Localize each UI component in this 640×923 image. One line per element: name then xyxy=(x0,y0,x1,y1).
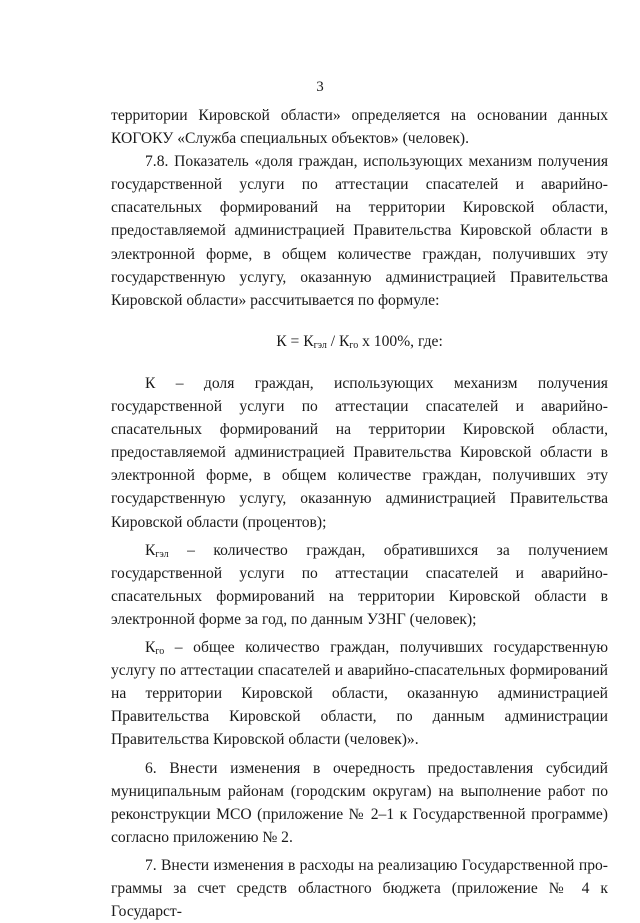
definition-k-gel-sub: гэл xyxy=(155,548,169,560)
formula-sub-gel: гэл xyxy=(313,340,327,351)
formula-mid: / К xyxy=(326,333,350,350)
formula-sub-go: го xyxy=(349,340,359,351)
definition-k-go xyxy=(111,636,608,751)
definition-k-gel-text: – количество граждан, обратившихся за получением государственной услуги по аттестации спасателей и аварийно-спасательных формирований на территории Кировской области в электронной форме за год, по данным УЗНГ (человек); xyxy=(111,541,608,628)
paragraph-item-7-8: 7.8. Показатель «доля граждан, использующих механизм получения государственной услуги по аттестации спасателей и аварийно-спасательных формирований на территории Кировской области, предоставляемой администрацией Правительства Кировской области в электронной форме, в общем количестве граждан, получивших эту государственную услугу, оказанную администрацией Правительства Кировской области» рассчитывается по формуле: xyxy=(111,153,608,309)
definition-k-go-sub: го xyxy=(155,646,165,658)
formula-rhs: х 100%, где: xyxy=(358,333,443,350)
paragraph-item-7: 7. Внести изменения в расходы на реализацию Государственной программы за счет средств областного бюджета (приложение № 4 к Государст- xyxy=(111,856,608,921)
definition-k-gel xyxy=(111,539,608,631)
paragraph-intro: территории Кировской области» определяется на основании данных КОГОКУ «Служба специальных объектов» (человек). xyxy=(111,107,608,148)
page-number: 3 xyxy=(316,79,324,95)
paragraph-item-6: 6. Внести изменения в очередность предоставления субсидий муниципальным районам (городским округам) на выполнение работ по реконструкции МСО (приложение № 2–1 к Государственной программе) согласно приложению № 2. xyxy=(111,759,608,846)
definition-k-go-text: – общее количество граждан, получивших государственную услугу по аттестации спасателей и аварийно-спасательных формирований на территории Кировской области, оказанную администрацией Правительства Кировской области, по данным администрации Правительства Кировской области (человек)». xyxy=(111,639,608,749)
paragraph-block-top xyxy=(111,104,608,312)
formula xyxy=(111,331,608,353)
definition-k: К – доля граждан, использующих механизм получения государственной услуги по аттестации спасателей и аварийно-спасательных формирований на территории Кировской области, предоставляемой администрацией Правительства Кировской области в электронной форме, в общем количестве граждан, получивших эту государственную услугу, оказанную администрацией Правительства Кировской области (процентов); xyxy=(111,375,608,531)
paragraph-block-definitions xyxy=(111,372,608,923)
definition-k-gel-symbol: К xyxy=(145,541,156,559)
formula-lhs: К = К xyxy=(276,333,314,350)
definition-k-go-symbol: К xyxy=(145,639,156,657)
